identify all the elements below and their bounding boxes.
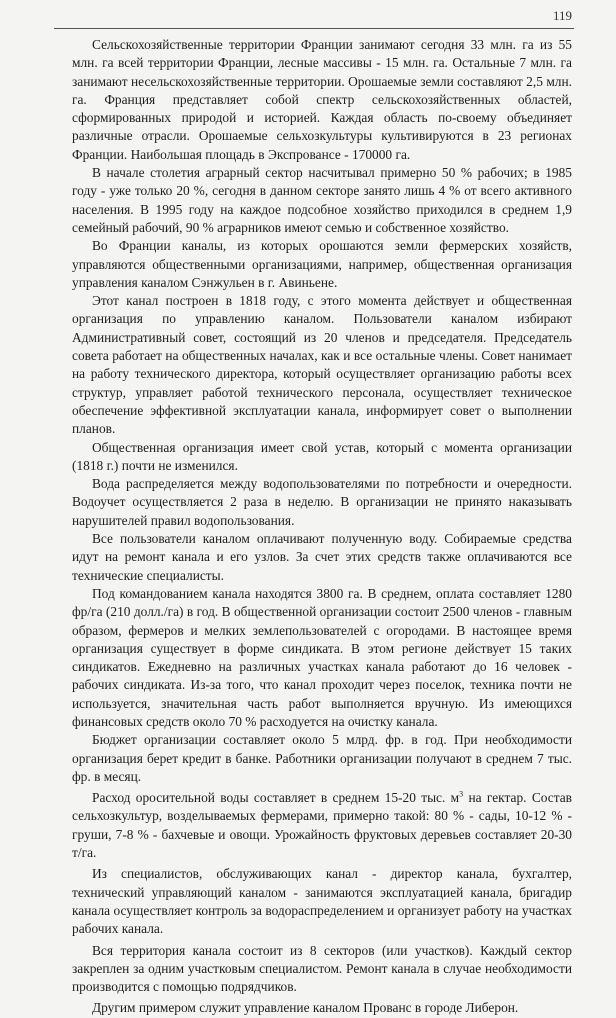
page-number: 119 bbox=[552, 8, 572, 23]
water-use-text-rest: на гектар. Состав сельхозкультур, возделываемых фермерами, примерно такой: 80 % - сады, 10-12 % - груши, 7-8 % - бахчевые и овощи. Урожайность фруктовых деревьев составляет 20-30 т/га. bbox=[72, 790, 572, 861]
paragraph-water-use bbox=[72, 789, 572, 862]
paragraph: Другим примером служит управление каналом Прованс в городе Либерон. bbox=[92, 1000, 519, 1016]
paragraph: Под командованием канала находятся 3800 га. В среднем, оплата составляет 1280 фр/га (210 долл./га) в год. В общественной организации состоит 2500 членов - главным образом, фермеров и мелких землепользователей с огородами. В настоящее время организация существует в форме синдиката. В этом регионе действует 15 таких синдикатов. Ежедневно на различных участках канала работают до 16 человек - рабочих синдиката. Из-за того, что канал проходит через поселок, техника почти не используется, значительная часть работ выполняется вручную. Из имеющихся финансовых средств около 70 % расходуется на очистку канала. bbox=[72, 585, 572, 729]
paragraph: Общественная организация имеет свой устав, который с момента организации (1818 г.) почти не изменился. bbox=[72, 439, 572, 473]
paragraph: Вся территория канала состоит из 8 секторов (или участков). Каждый сектор закреплен за одним участковым специалистом. Ремонт канала в случае необходимости производится с помощью подрядчиков. bbox=[72, 942, 572, 995]
paragraph: Вода распределяется между водопользователями по потребности и очередности. Водоучет осуществляется 2 раза в неделю. В организации не принято наказывать нарушителей правил водопользования. bbox=[72, 476, 572, 528]
paragraph: Этот канал построен в 1818 году, с этого момента действует и общественная организация по управлению каналом. Пользователи каналом избирают Административный совет, состоящий из 20 членов и председателя. Председатель совета работает на общественных началах, как и все остальные члены. Совет нанимает на работу технического директора, который осуществляет организацию работы всех структур, управляет работой технического персонала, осуществляет техническое обеспечение эффективной эксплуатации канала, информирует совет о выполнении планов. bbox=[72, 293, 572, 437]
paragraph: Во Франции каналы, из которых орошаются земли фермерских хозяйств, управляются общественными организациями, например, общественная организация управления каналом Сэнжульен в г. Авиньене. bbox=[72, 238, 572, 290]
cubic-superscript: 3 bbox=[459, 789, 464, 799]
water-use-text: Расход оросительной воды составляет в среднем 15-20 тыс. м bbox=[92, 790, 460, 806]
paragraph: Из специалистов, обслуживающих канал - директор канала, бухгалтер, технический управляющий каналом - занимаются эксплуатацией канала, бригадир канала осуществляет контроль за водораспределением и организует работу на участках рабочих канала. bbox=[72, 866, 572, 937]
header-rule bbox=[54, 28, 574, 29]
paragraph: Бюджет организации составляет около 5 млрд. фр. в год. При необходимости организация берет кредит в банке. Работники организации получают в среднем 7 тыс. фр. в месяц. bbox=[72, 732, 572, 784]
body-text bbox=[72, 36, 572, 1018]
paragraph: Все пользователи каналом оплачивают полученную воду. Собираемые средства идут на ремонт канала и его узлов. За счет этих средств также оплачиваются все технические специалисты. bbox=[72, 531, 572, 583]
paragraph: Сельскохозяйственные территории Франции занимают сегодня 33 млн. га из 55 млн. га всей территории Франции, лесные массивы - 15 млн. га. Остальные 7 млн. га занимают несельскохозяйственные территории. Орошаемые земли составляют 2,5 млн. га. Франция представляет собой спектр сельскохозяйственных областей, сформированных природой и историей. Каждая область по-своему объединяет различные отрасли. Орошаемые сельхозкультуры культивируются в 23 регионах Франции. Наибольшая площадь в Экспровансе - 170000 га. bbox=[72, 37, 572, 162]
paragraph: В начале столетия аграрный сектор насчитывал примерно 50 % рабочих; в 1985 году - уже только 20 %, сегодня в данном секторе занято лишь 4 % от всего активного населения. В 1995 году на каждое подсобное хозяйство приходился в среднем 1,9 семейный рабочий, 90 % аграрников имеют семью и собственное хозяйство. bbox=[72, 165, 572, 235]
